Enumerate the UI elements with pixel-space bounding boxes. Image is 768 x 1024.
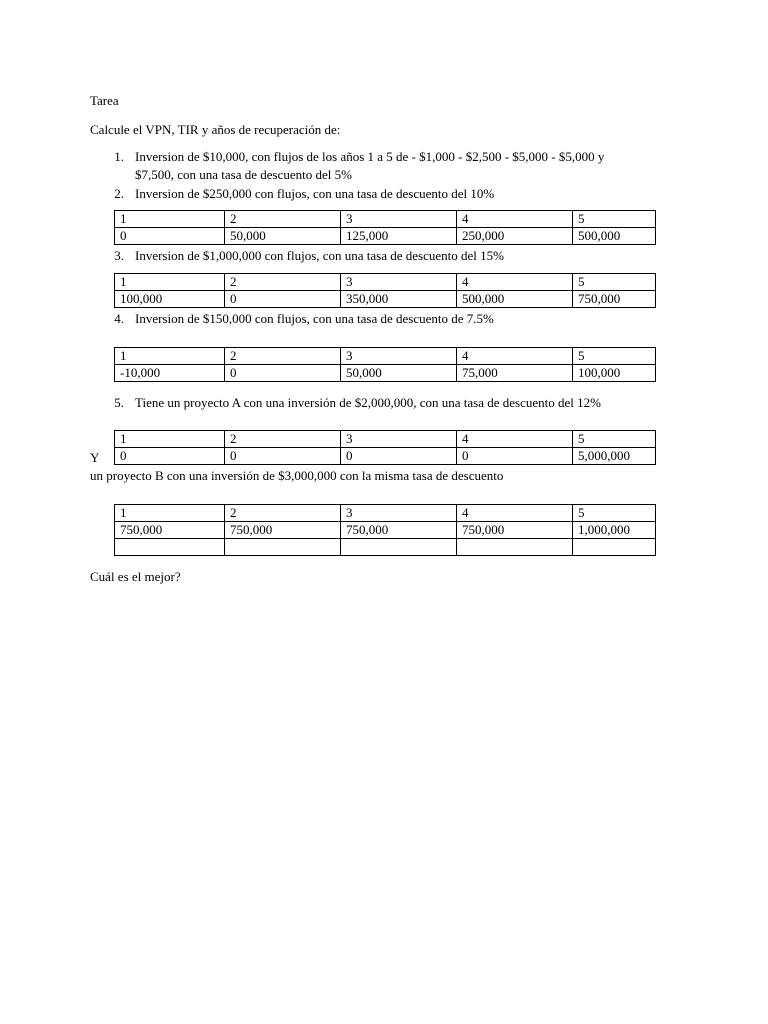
table-cell [457,539,573,556]
closing-question: Cuál es el mejor? [90,569,181,584]
table-cell: 750,000 [341,522,457,539]
table-row [115,228,656,245]
table-row [115,274,656,291]
table-cell: 350,000 [341,291,457,308]
table-cell: 3 [341,505,457,522]
project-b-text: un proyecto B con una inversión de $3,000,000 con la misma tasa de descuento [90,468,504,483]
table-cell: 4 [457,431,573,448]
table-row [115,348,656,365]
table-cell [115,539,225,556]
list-item-text: Tiene un proyecto A con una inversión de $2,000,000, con una tasa de descuento del 12% [135,395,601,410]
table-cell: 125,000 [341,228,457,245]
table-cell: 2 [225,505,341,522]
table-row [115,291,656,308]
table-cell: 750,000 [115,522,225,539]
table-cell: 3 [341,274,457,291]
list-number: 4. [114,311,124,326]
list-item-text: Inversion de $150,000 con flujos, con una tasa de descuento de 7.5% [135,311,494,326]
table-row [115,448,656,465]
table-cell: 1 [115,348,225,365]
table-cell: 0 [115,448,225,465]
table-cell: 4 [457,505,573,522]
table-cell: 75,000 [457,365,573,382]
table-cell: 4 [457,211,573,228]
list-number: 2. [114,186,124,201]
table-row [115,522,656,539]
intro-text: Calcule el VPN, TIR y años de recuperación de: [90,122,341,137]
table-cell: 1,000,000 [573,522,656,539]
list-item-text: Inversion de $250,000 con flujos, con una tasa de descuento del 10% [135,186,495,201]
table-cell: 0 [115,228,225,245]
table-cell: 0 [225,291,341,308]
table-cell: 3 [341,431,457,448]
table-cell: 500,000 [457,291,573,308]
table-cell: 250,000 [457,228,573,245]
table-cell: 1 [115,211,225,228]
list-item-text: $7,500, con una tasa de descuento del 5% [135,167,352,182]
table-cell: 2 [225,348,341,365]
cash-flow-table [114,347,656,382]
table-cell: 100,000 [115,291,225,308]
table-row [115,505,656,522]
table-cell: -10,000 [115,365,225,382]
table-cell: 0 [341,448,457,465]
project-a-table [114,430,656,465]
table-cell: 0 [457,448,573,465]
cash-flow-table [114,273,656,308]
table-cell: 5 [573,431,656,448]
table-cell [225,539,341,556]
table-cell: 5,000,000 [573,448,656,465]
table-cell: 500,000 [573,228,656,245]
table-cell: 2 [225,431,341,448]
table-cell: 100,000 [573,365,656,382]
table-cell: 5 [573,348,656,365]
table-cell: 3 [341,348,457,365]
table-cell: 750,000 [225,522,341,539]
table-cell: 50,000 [341,365,457,382]
table-cell: 5 [573,274,656,291]
table-cell: 2 [225,274,341,291]
table-cell: 750,000 [573,291,656,308]
table-cell: 50,000 [225,228,341,245]
list-number: 5. [114,395,124,410]
table-cell: 0 [225,365,341,382]
table-row [115,211,656,228]
table-row [115,365,656,382]
table-cell: 4 [457,274,573,291]
table-row [115,431,656,448]
table-cell [341,539,457,556]
table-cell: 0 [225,448,341,465]
list-item-text: Inversion de $10,000, con flujos de los años 1 a 5 de - $1,000 - $2,500 - $5,000 - $5,000 y [135,149,605,164]
list-number: 1. [114,149,124,164]
table-row [115,539,656,556]
y-connector-label: Y [90,450,100,465]
table-cell: 1 [115,505,225,522]
list-item-text: Inversion de $1,000,000 con flujos, con una tasa de descuento del 15% [135,248,504,263]
table-cell: 4 [457,348,573,365]
project-b-table [114,504,656,556]
table-cell: 5 [573,505,656,522]
table-cell: 5 [573,211,656,228]
document-title: Tarea [90,93,119,108]
table-cell: 1 [115,431,225,448]
cash-flow-table [114,210,656,245]
table-cell [573,539,656,556]
table-cell: 2 [225,211,341,228]
table-cell: 750,000 [457,522,573,539]
list-number: 3. [114,248,124,263]
table-cell: 1 [115,274,225,291]
table-cell: 3 [341,211,457,228]
